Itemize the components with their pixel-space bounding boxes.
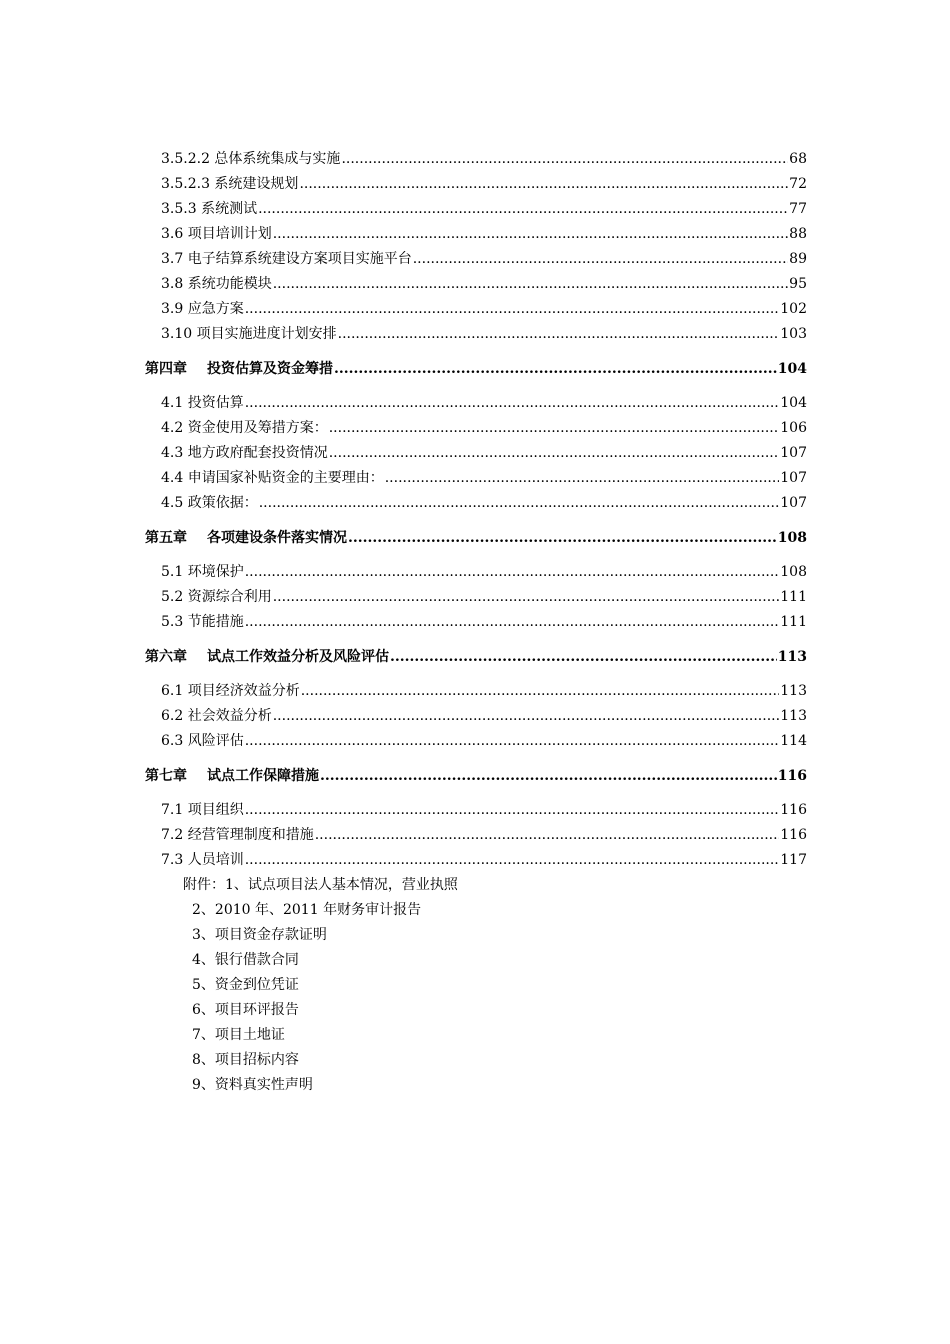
toc-chapter-entry[interactable] [0, 526, 807, 550]
chapter-number: 第七章 [145, 768, 187, 784]
toc-entry[interactable] [0, 704, 807, 729]
toc-entry-label: 6.2 社会效益分析 [161, 708, 272, 724]
toc-page-number: 89 [789, 251, 807, 267]
toc-leader-dots [341, 147, 788, 172]
toc-entry-label: 7.1 项目组织 [161, 802, 244, 818]
toc-entry-label: 3.10 项目实施进度计划安排 [161, 326, 337, 342]
toc-page-number: 107 [780, 470, 807, 486]
toc-page-number: 107 [780, 495, 807, 511]
toc-entry-label: 4.4 申请国家补贴资金的主要理由： [161, 470, 384, 486]
toc-chapter-label [145, 645, 389, 669]
toc-entry[interactable] [0, 222, 807, 247]
toc-entry[interactable] [0, 197, 807, 222]
toc-entry[interactable] [0, 679, 807, 704]
toc-page-number: 116 [780, 802, 807, 818]
toc-page-number: 72 [789, 176, 807, 192]
chapter-title: 试点工作效益分析及风险评估 [207, 649, 389, 665]
toc-page-number: 77 [789, 201, 807, 217]
toc-page-number: 108 [780, 564, 807, 580]
toc-leader-dots [329, 416, 780, 441]
attachment-item: 6、项目环评报告 [192, 1002, 299, 1018]
toc-entry[interactable] [0, 798, 807, 823]
attachment-item: 3、项目资金存款证明 [192, 927, 327, 943]
attachment-item: 5、资金到位凭证 [192, 977, 299, 993]
toc-entry[interactable] [0, 147, 807, 172]
toc-leader-dots [273, 704, 780, 729]
toc-leader-dots [245, 848, 780, 873]
toc-entry-label: 5.1 环境保护 [161, 564, 244, 580]
toc-entry-label: 4.5 政策依据： [161, 495, 258, 511]
toc-entry-label: 5.2 资源综合利用 [161, 589, 272, 605]
toc-leader-dots [245, 798, 780, 823]
toc-entry[interactable] [0, 416, 807, 441]
toc-entry[interactable] [0, 441, 807, 466]
toc-leader-dots [245, 610, 780, 635]
attachment-item: 7、项目土地证 [192, 1027, 285, 1043]
toc-leader-dots [273, 585, 780, 610]
toc-leader-dots [245, 729, 780, 754]
chapter-number: 第五章 [145, 530, 187, 546]
toc-entry-label: 3.5.2.2 总体系统集成与实施 [161, 151, 341, 167]
toc-entry[interactable] [0, 322, 807, 347]
toc-chapter-label [145, 526, 347, 550]
toc-page-number: 113 [780, 708, 807, 724]
chapter-title: 各项建设条件落实情况 [207, 530, 347, 546]
toc-leader-dots [258, 197, 788, 222]
toc-entry[interactable] [0, 823, 807, 848]
toc-leader-dots [245, 297, 780, 322]
toc-entry-label: 3.9 应急方案 [161, 301, 244, 317]
toc-page-number: 113 [777, 649, 807, 665]
toc-leader-dots [299, 172, 788, 197]
chapter-title: 投资估算及资金筹措 [207, 361, 333, 377]
toc-page-number: 95 [789, 276, 807, 292]
toc-leader-dots [245, 391, 780, 416]
toc-leader-dots [329, 441, 780, 466]
toc-entry-label: 6.1 项目经济效益分析 [161, 683, 300, 699]
toc-entry-label: 3.5.2.3 系统建设规划 [161, 176, 299, 192]
toc-chapter-label [145, 357, 333, 381]
toc-page-number: 111 [780, 614, 807, 630]
toc-page-number: 68 [789, 151, 807, 167]
toc-chapter-entry[interactable] [0, 645, 807, 669]
toc-page-number: 113 [780, 683, 807, 699]
toc-entry-label: 3.6 项目培训计划 [161, 226, 272, 242]
toc-entry[interactable] [0, 560, 807, 585]
toc-leader-dots [348, 525, 777, 550]
toc-leader-dots [259, 491, 780, 516]
chapter-title: 试点工作保障措施 [207, 768, 319, 784]
toc-entry-label: 4.2 资金使用及筹措方案： [161, 420, 328, 436]
toc-leader-dots [245, 560, 780, 585]
toc-entry-label: 7.3 人员培训 [161, 852, 244, 868]
toc-entry[interactable] [0, 848, 807, 873]
toc-page-number: 116 [780, 827, 807, 843]
toc-entry[interactable] [0, 466, 807, 491]
attachment-item: 4、银行借款合同 [192, 952, 299, 968]
chapter-number: 第六章 [145, 649, 187, 665]
attachment-item: 9、资料真实性声明 [192, 1077, 313, 1093]
toc-entry[interactable] [0, 297, 807, 322]
attachment-item: 8、项目招标内容 [192, 1052, 299, 1068]
toc-entry[interactable] [0, 391, 807, 416]
toc-entry[interactable] [0, 172, 807, 197]
toc-entry[interactable] [0, 729, 807, 754]
toc-leader-dots [273, 222, 788, 247]
toc-entry-label: 3.5.3 系统测试 [161, 201, 258, 217]
toc-page-number: 117 [780, 852, 807, 868]
toc-page-number: 103 [780, 326, 807, 342]
toc-page-number: 104 [777, 361, 807, 377]
toc-leader-dots [338, 322, 780, 347]
toc-entry[interactable] [0, 491, 807, 516]
toc-chapter-entry[interactable] [0, 357, 807, 381]
toc-leader-dots [315, 823, 780, 848]
toc-page-number: 106 [780, 420, 807, 436]
toc-page-number: 108 [777, 530, 807, 546]
toc-leader-dots [320, 763, 777, 788]
toc-page-number: 116 [777, 768, 807, 784]
toc-page-number: 111 [780, 589, 807, 605]
chapter-number: 第四章 [145, 361, 187, 377]
toc-leader-dots [301, 679, 780, 704]
toc-entry[interactable] [0, 272, 807, 297]
toc-entry[interactable] [0, 585, 807, 610]
toc-leader-dots [390, 644, 777, 669]
toc-entry-label: 5.3 节能措施 [161, 614, 244, 630]
table-of-contents [0, 147, 950, 1098]
toc-page-number: 104 [780, 395, 807, 411]
attachment-item: 2、2010 年、2011 年财务审计报告 [192, 902, 422, 918]
toc-entry-label: 6.3 风险评估 [161, 733, 244, 749]
toc-leader-dots [334, 356, 777, 381]
toc-entry-label: 4.1 投资估算 [161, 395, 244, 411]
toc-entry-label: 3.7 电子结算系统建设方案项目实施平台 [161, 251, 412, 267]
toc-entry[interactable] [0, 610, 807, 635]
attachment-heading: 附件：1、试点项目法人基本情况，营业执照 [183, 877, 458, 893]
toc-chapter-entry[interactable] [0, 764, 807, 788]
toc-page-number: 88 [789, 226, 807, 242]
toc-entry-label: 4.3 地方政府配套投资情况 [161, 445, 328, 461]
toc-leader-dots [273, 272, 788, 297]
toc-chapter-label [145, 764, 319, 788]
toc-entry[interactable] [0, 247, 807, 272]
toc-entry-label: 7.2 经营管理制度和措施 [161, 827, 314, 843]
toc-leader-dots [385, 466, 780, 491]
toc-page-number: 114 [780, 733, 807, 749]
toc-page-number: 102 [780, 301, 807, 317]
toc-leader-dots [413, 247, 788, 272]
toc-entry-label: 3.8 系统功能模块 [161, 276, 272, 292]
toc-page-number: 107 [780, 445, 807, 461]
